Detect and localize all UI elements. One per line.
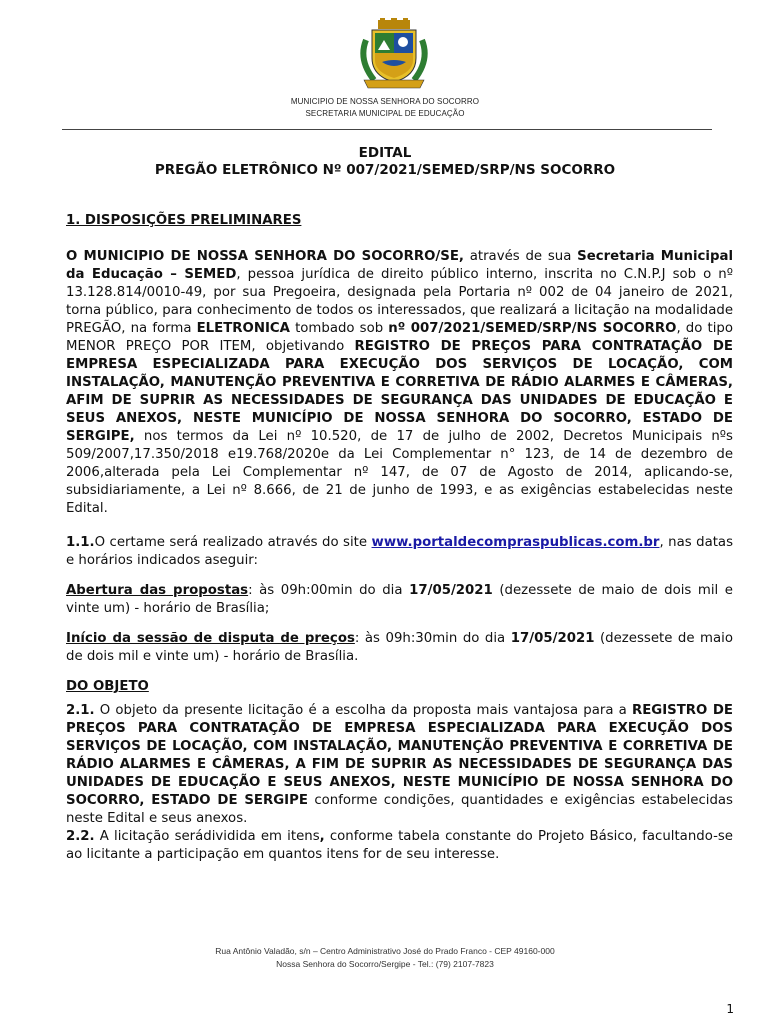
paragraph-2-2: 2.2. A licitação serádividida em itens, conforme tabela constante do Projeto Básico, facultando-se ao licitante a participação em quantos itens for de seu interesse. — [66, 829, 733, 862]
paragraph-1-1: 1.1.O certame será realizado através do site www.portaldecompraspublicas.com.br, nas datas e horários indicados aseguir: — [66, 535, 734, 568]
paragraph-preliminary: O MUNICIPIO DE NOSSA SENHORA DO SOCORRO/SE, através de sua Secretaria Municipal da Educação – SEMED, pessoa jurídica de direito público interno, inscrita no C.N.P.J sob o nº 13.128.814/0010-49, por sua Pregoeira, designada pela Portaria nº 002 de 04 janeiro de 2021, torna público, para conhecimento de todos os interessados, que realizará a licitação na modalidade PREGÃO, na forma ELETRONICA tombado sob nº 007/2021/SEMED/SRP/NS SOCORRO, do tipo MENOR PREÇO POR ITEM, objetivando REGISTRO DE PREÇOS PARA CONTRATAÇÃO DE EMPRESA ESPECIALIZADA PARA EXECUÇÃO DOS SERVIÇOS DE LOCAÇÃO, COM INSTALAÇÃO, MANUTENÇÃO PREVENTIVA E CORRETIVA DE RÁDIO ALARMES E CÂMERAS, AFIM DE SUPRIR AS NECESSIDADES DE SEGURANÇA DAS UNIDADES DE EDUCAÇÃO E SEUS ANEXOS, NESTE MUNICÍPIO DE NOSSA SENHORA DO SOCORRO, ESTADO DE SERGIPE, nos termos da Lei nº 10.520, de 17 de julho de 2002, Decretos Municipais nºs 509/2007,17.350/2018 e19.768/2020e da Lei Complementar n° 123, de 14 de dezembro de 2006,alterada pela Lei Complementar nº 147, de 07 de Agosto de 2014, aplicando-se, subsidiariamente, a Lei nº 8.666, de 21 de junho de 1993, e as exigências estabelecidas neste Edital. — [66, 249, 734, 516]
header-secretariat: SECRETARIA MUNICIPAL DE EDUCAÇÃO — [305, 109, 465, 118]
objeto-heading: DO OBJETO — [66, 679, 149, 694]
page-number: 1 — [726, 1002, 734, 1016]
footer-contact: Nossa Senhora do Socorro/Sergipe - Tel.: (79) 2107-7823 — [276, 959, 494, 969]
header-municipality: MUNICIPIO DE NOSSA SENHORA DO SOCORRO — [290, 97, 480, 106]
document-subtitle: PREGÃO ELETRÔNICO Nº 007/2021/SEMED/SRP/NS SOCORRO — [154, 162, 616, 178]
document-title: EDITAL — [358, 145, 412, 161]
municipal-crest-icon — [356, 18, 432, 92]
portal-link[interactable]: www.portaldecompraspublicas.com.br — [371, 535, 660, 550]
footer-address: Rua Antônio Valadão, s/n – Centro Administrativo José do Prado Franco - CEP 49160-000 — [215, 946, 555, 956]
header-divider — [62, 129, 712, 130]
paragraph-inicio: Início da sessão de disputa de preços: às 09h:30min do dia 17/05/2021 (dezessete de maio de dois mil e vinte um) - horário de Brasília. — [66, 631, 733, 664]
section-heading: 1. DISPOSIÇÕES PRELIMINARES — [66, 213, 302, 228]
document-body — [66, 212, 733, 864]
paragraph-2-1: 2.1. O objeto da presente licitação é a escolha da proposta mais vantajosa para a REGISTRO DE PREÇOS PARA CONTRATAÇÃO DE EMPRESA ESPECIALIZADA PARA EXECUÇÃO DOS SERVIÇOS DE LOCAÇÃO, COM INSTALAÇÃO, MANUTENÇÃO PREVENTIVA E CORRETIVA DE RÁDIO ALARMES E CÂMERAS, A FIM DE SUPRIR AS NECESSIDADES DE SEGURANÇA DAS UNIDADES DE EDUCAÇÃO E SEUS ANEXOS, NESTE MUNICÍPIO DE NOSSA SENHORA DO SOCORRO, ESTADO DE SERGIPE conforme condições, quantidades e exigências estabelecidas neste Edital e seus anexos. — [66, 703, 733, 826]
paragraph-abertura: Abertura das propostas: às 09h:00min do dia 17/05/2021 (dezessete de maio de dois mil e vinte um) - horário de Brasília; — [66, 583, 733, 616]
